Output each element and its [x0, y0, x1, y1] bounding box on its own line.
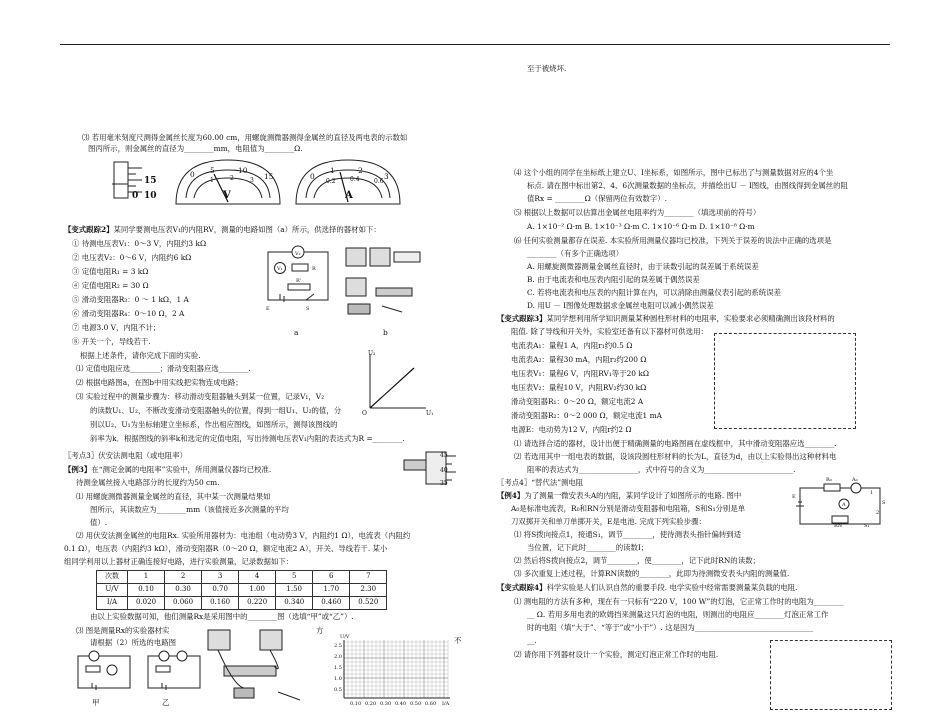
svg-text:S: S [306, 306, 310, 312]
bz2-item-7: ⑦ 电源3.0 V，内阻不计； [72, 323, 161, 332]
bz2-item-3: ③ 定值电阻R₁ = 3 kΩ [72, 267, 149, 276]
ex3-text: 在“测定金属的电阻率”实验中，所用测量仪器均已校准. [91, 465, 272, 474]
table-cell: 0.10 [128, 584, 165, 597]
grid-y-label: U/V [340, 634, 350, 640]
fig-b-label: b [383, 328, 388, 337]
svg-text:V₁: V₁ [277, 266, 283, 272]
voltmeter-tick-0: 0 [190, 170, 195, 179]
circuit-label-s1: S₁ [864, 523, 870, 529]
ex3-q3b: 请根据（2）所选的电路图 [90, 638, 177, 647]
table-cell: 1.70 [313, 584, 350, 597]
bz2-text: 某同学要测电压表V₁的内阻RV，测量的电路如图（a）所示，供选择的器材如下： [113, 225, 381, 234]
bz3-item-7: 电源E：电动势为12 V，内阻r约2 Ω [511, 425, 632, 434]
grid-xtick: I/A [442, 701, 450, 707]
micrometer2-tick-45: 45 [440, 452, 448, 459]
table-cell: 0.060 [165, 597, 202, 610]
table-cell: 1 [128, 571, 165, 584]
q4b: 标点. 请在图中标出第2、4、6次测量数据的坐标点，并描绘出U － I图线，由图线得到金属丝的阻 [527, 181, 848, 190]
graph-x-label: U₁ [426, 410, 434, 417]
table-cell: 3 [202, 571, 239, 584]
ammeter-small-0.2: 0.2 [326, 178, 336, 185]
table-cell: 5 [276, 571, 313, 584]
bz4-q1a: ⑴ 测电阻的方法有多种，现在有一只标有“220 V，100 W”的灯泡，它正常工作时的电阻为________ [514, 597, 844, 606]
table-cell: 0.220 [239, 597, 276, 610]
bz4-q1b: __ Ω. 若用多用电表的欧姆挡来测量这只灯泡的电阻，则测出的电阻应________灯泡正常工作 [527, 610, 829, 619]
voltmeter-tick-15: 15 [264, 172, 274, 181]
fig-yi-label: 乙 [162, 698, 170, 707]
fig-a-label: a [294, 328, 299, 337]
circuit-label-r0: R₀ [826, 477, 832, 483]
bz4-q2a: ⑵ 请你用下列器材设计一个实验，测定灯泡正常工作时的电阻. [514, 650, 719, 659]
grid-ytick: 2.0 [334, 654, 342, 660]
voltmeter-tick-10: 10 [238, 166, 248, 175]
u-i-grid-graph [336, 640, 452, 702]
bz2-q1: ⑴ 定值电阻应选________；滑动变阻器应选________. [76, 364, 251, 373]
q5-options: A. 1×10⁻² Ω·m B. 1×10⁻³ Ω·m C. 1×10⁻⁶ Ω·m D. 1×10⁻⁸ Ω·m [527, 222, 755, 231]
circuit-label-1: 1 [870, 490, 874, 496]
voltmeter-symbol: V [223, 190, 231, 201]
q6-option-b: B. 由于电流表和电压表内阻引起的误差属于偶然误差 [527, 275, 700, 284]
svg-text:E: E [266, 306, 270, 312]
ex3-q3a: ⑶ 图是测量Rx的实验器材实 [76, 626, 170, 635]
q6-option-d: D. 用U － I图像处理数据求金属丝电阻可以减小偶然误差 [527, 301, 714, 310]
q4a: ⑷ 这个小组的同学在坐标纸上建立U、I坐标系，如图所示，图中已标出了与测量数据对应的4个坐 [514, 168, 834, 177]
bz2-item-5: ⑤ 滑动变阻器R₃：0 ～ 1 kΩ，1 A [72, 295, 189, 304]
table-header-cell: U/V [97, 584, 128, 597]
ex4-s1a: ⑴ 将S拨向接点1，接通S₁，调节________，使待测表头指针偏转到适 [514, 530, 742, 539]
ex4-s3: ⑶ 多次重复上述过程，计算RN读数的________，此即为待测微安表头内阻的测量值. [514, 569, 790, 578]
voltmeter-small-3: 3 [250, 177, 254, 184]
right-top-line: 至于被烧坏. [527, 64, 567, 73]
bz2-head: 【变式跟踪2】 [64, 225, 114, 234]
ex3-q2b: 0.1 Ω），电压表（内阻约3 kΩ），滑动变阻器R（0～20 Ω，额定电流2 A），开关、导线若干. 某小 [64, 544, 388, 553]
grid-ytick: 0.5 [334, 687, 342, 693]
bz3-paragraph [497, 314, 835, 324]
q6-option-c: C. 若将电流表和电压表的内阻计算在内，可以消除由测量仪表引起的系统误差 [527, 288, 781, 297]
ammeter-tick-3: 3 [384, 172, 389, 181]
table-cell: 0.340 [276, 597, 313, 610]
bz2-item-4: ④ 定值电阻R₂ = 30 Ω [72, 281, 149, 290]
bz2-item-1: ① 待测电压表V₁：0～3 V，内阻约3 kΩ [72, 239, 207, 248]
ex4-line3: 刀双掷开关和单刀单掷开关，E是电池. 完成下列实验步骤： [511, 517, 706, 526]
ex3-head: 【例3】 [64, 465, 92, 474]
table-cell: 0.020 [128, 597, 165, 610]
bz2-q0: 根据上述条件，请你完成下面的实验. [80, 351, 201, 360]
apparatus-figure-b [342, 244, 424, 320]
table-cell: 7 [350, 571, 387, 584]
bz3-q1: ⑴ 请选择合适的器材，设计出便于精确测量的电路图画在虚线框中，其中滑动变阻器应选________. [514, 439, 837, 448]
circuit-answer-box-1[interactable] [714, 333, 856, 429]
ex4-s2: ⑵ 然后将S拨向接点2，调节________，使________，记下此时RN的读数； [514, 556, 760, 565]
q6a: ⑹ 任何实验测量都存在误差. 本实验所用测量仪器均已校准，下列关于误差的说法中正确的选项是 [514, 236, 832, 245]
voltmeter-small-1: 1 [210, 177, 214, 184]
bz3-line2: 阻值. 除了导线和开关外，实验室还备有以下器材可供选用： [511, 327, 708, 336]
table-row [97, 584, 387, 597]
ex3-q1b: 图所示，其读数应为________mm（该值接近多次测量的平均 [90, 505, 289, 514]
graph-origin: O [362, 410, 367, 417]
apparatus-figure-ex3 [204, 626, 306, 706]
circuit-label-a: A [842, 502, 846, 508]
grid-lines [344, 640, 448, 698]
ex3-q1a: ⑴ 用螺旋测微器测量金属丝的直径，其中某一次测量结果如 [76, 492, 271, 501]
voltmeter-small-2: 2 [230, 175, 234, 182]
kd3-title: 〖考点3〗伏安法测电阻（或电阻率） [64, 451, 187, 460]
grid-xtick: 0.60 [425, 701, 437, 707]
table-cell: 1.50 [276, 584, 313, 597]
ex4-head: 【例4】 [497, 491, 525, 500]
circuit-yi [142, 650, 208, 698]
table-cell: 4 [239, 571, 276, 584]
ammeter-tick-1: 1 [330, 166, 335, 175]
ammeter-tick-0: 0 [310, 172, 315, 181]
q4c: 值Rx = ________Ω（保留两位有效数字）. [527, 194, 667, 203]
grid-xtick: 0.20 [365, 701, 377, 707]
table-header-cell: 次数 [97, 571, 128, 584]
table-cell: 1.00 [239, 584, 276, 597]
measurement-table [96, 570, 387, 610]
q6-option-a: A. 用螺旋测微器测量金属丝直径时，由于读数引起的误差属于系统误差 [527, 262, 759, 271]
header-rule [60, 44, 890, 45]
circuit-jia [72, 650, 138, 698]
grid-xtick: 0.10 [350, 701, 362, 707]
bz3-item-3: 电压表V₁：量程6 V，内阻RV₁等于20 kΩ [511, 369, 649, 378]
ammeter-small-0.6: 0.6 [374, 178, 384, 185]
ex4-paragraph [497, 491, 741, 501]
q6b: ________（有多个正确选项） [527, 249, 624, 258]
bz3-item-5: 滑动变阻器R₁：0～20 Ω，额定电流2 A [511, 397, 644, 406]
micrometer2-figure [404, 446, 470, 490]
q3-line1: ⑶ 若用毫米刻度尺测得金属丝长度为60.00 cm，用螺旋测微器测得金属丝的直径及两电表的示数如 [82, 133, 408, 142]
bz4-paragraph [497, 583, 797, 593]
bz3-item-1: 电流表A₁：量程1 A，内阻r₁约0.5 Ω [511, 341, 633, 350]
micrometer2-tick-35: 35 [440, 480, 448, 487]
fig-jia-label: 甲 [92, 698, 100, 707]
bz4-q1c: 时的电阻（填“大于”、“等于”或“小于”）. 这是因为________________________________ [527, 623, 814, 632]
bz3-head: 【变式跟踪3】 [497, 314, 547, 323]
bz2-item-2: ② 电压表V₂：0～6 V，内阻约6 kΩ [72, 253, 192, 262]
grid-ytick: 1.0 [334, 676, 342, 682]
bz2-q3c: 别以U₂、U₁为坐标轴建立坐标系，作出相应图线，如图所示，测得该图线的 [90, 420, 338, 429]
grid-ytick: 2.5 [334, 643, 342, 649]
kd4-title: 〖考点4〗“替代法”测电阻 [497, 478, 584, 487]
micrometer-tick-15: 15 [144, 176, 157, 186]
circuit-label-rn: RN [834, 523, 843, 529]
bz2-item-6: ⑥ 滑动变阻器R₄：0～10 Ω，2 A [72, 309, 185, 318]
bz3-item-2: 电流表A₂：量程30 mA，内阻r₂约200 Ω [511, 355, 647, 364]
grid-xtick: 0.40 [395, 701, 407, 707]
grid-ytick: 1.5 [334, 665, 342, 671]
table-header-cell: I/A [97, 597, 128, 610]
table-row [97, 597, 387, 610]
bz4-head: 【变式跟踪4】 [497, 583, 547, 592]
table-cell: 2.30 [350, 584, 387, 597]
circuit-label-e: E [792, 494, 796, 500]
bz2-q2: ⑵ 根据电路图a，在图b中用实线把实物连成电路； [76, 378, 243, 387]
ex4-line2: A₀是标准电流表，R₀和RN分别是滑动变阻器和电阻箱，S和S₁分别是单 [511, 504, 746, 513]
micrometer-tick-0: 0 [132, 191, 139, 201]
ex3-q1c: 值）. [90, 518, 108, 527]
ex4-s1b: 当位置，记下此时________的读数I； [527, 543, 649, 552]
circuit-label-a0: A₀ [852, 477, 858, 483]
bz2-q3b: 的读数U₁、U₂，不断改变滑动变阻器触头的位置，得到一组U₁、U₂的值，分 [90, 406, 342, 415]
grid-xtick: 0.30 [380, 701, 392, 707]
circuit-label-s: S [882, 500, 886, 506]
table-row [97, 571, 387, 584]
ex3-paragraph [64, 465, 271, 475]
u2-u1-graph [364, 352, 432, 412]
table-cell: 2 [165, 571, 202, 584]
bz2-paragraph [64, 225, 381, 235]
ammeter-small-0.4: 0.4 [350, 176, 360, 183]
svg-text:R: R [312, 266, 316, 272]
bz3-q2b: 阻率的表达式为________________，式中符号的含义为________________________. [527, 465, 796, 474]
ex3-line2: 待测金属丝接入电路部分的长度约为50 cm. [76, 478, 220, 487]
bz3-text: 某同学想利用所学知识测量某种圆柱形材料的电阻率，实验要求必须精确测出该段材料的 [546, 314, 835, 323]
ex3-q2a: ⑵ 用伏安法测金属丝的电阻Rx. 实验所用器材为：电池组（电动势3 V，内阻约1 Ω），电流表（内阻约 [76, 531, 411, 540]
micrometer2-tick-40: 40 [440, 467, 448, 474]
q3-line2: 图丙所示，则金属丝的直径为________mm，电阻值为________Ω. [88, 144, 303, 153]
table-cell: 0.160 [202, 597, 239, 610]
ex3-after-table: 由以上实验数据可知，他们测量Rx是采用图中的________图（选填“甲”或“乙”）. [90, 612, 354, 621]
bz3-item-4: 电压表V₂：量程10 V，内阻RV₂约30 kΩ [511, 383, 647, 392]
circuit-label-2: 2 [876, 510, 880, 516]
bz3-item-6: 滑动变阻器R₂：0～2 000 Ω，额定电流1 mA [511, 411, 662, 420]
ex4-line1: 为了测量一微安表头A的内阻，某同学设计了如图所示的电路. 图中 [524, 491, 742, 500]
bz2-q3d: 斜率为k．根据图线的斜率k和选定的定值电阻，写出待测电压表V₁内阻的表达式为R =________. [90, 434, 405, 443]
voltmeter-tick-5: 5 [210, 166, 215, 175]
ex3-q3c: 方 [316, 626, 324, 635]
ex3-q3d: 不 [454, 636, 462, 645]
q5: ⑸ 根据以上数据可以估算出金属丝电阻率约为________（填选项前的符号） [514, 208, 761, 217]
table-cell: 0.460 [313, 597, 350, 610]
micrometer-tick-10: 10 [144, 191, 157, 201]
bz2-item-8: ⑧ 开关一个，导线若干. [72, 337, 151, 346]
ammeter-tick-2: 2 [358, 166, 363, 175]
bz2-q3a: ⑶ 实验过程中的测量步骤为：移动滑动变阻器触头到某一位置，记录V₁，V₂ [76, 392, 325, 401]
bz4-text: 科学实验是人们认识自然的重要手段. 电学实验中经常需要测量某负载的电阻. [546, 583, 798, 592]
graph-y-label: U₂ [368, 350, 376, 357]
table-cell: 0.30 [165, 584, 202, 597]
grid-xtick: 0.50 [410, 701, 422, 707]
bz3-q2a: ⑵ 若选用其中一组电表的数据，设该段圆柱形材料的长为L，直径为d，由以上实验得出这种材料电 [514, 452, 837, 461]
circuit-diagram-a [262, 246, 336, 318]
svg-text:R': R' [296, 278, 302, 284]
circuit-answer-box-2[interactable] [770, 640, 892, 710]
table-cell: 0.70 [202, 584, 239, 597]
ammeter-symbol: A [345, 190, 353, 201]
bz4-q1d: __. [527, 636, 537, 645]
table-cell: 0.520 [350, 597, 387, 610]
table-cell: 6 [313, 571, 350, 584]
svg-text:V₂: V₂ [295, 251, 301, 257]
ex3-q2c: 组同学利用以上器材正确连接好电路，进行实验测量，记录数据如下： [64, 557, 294, 566]
